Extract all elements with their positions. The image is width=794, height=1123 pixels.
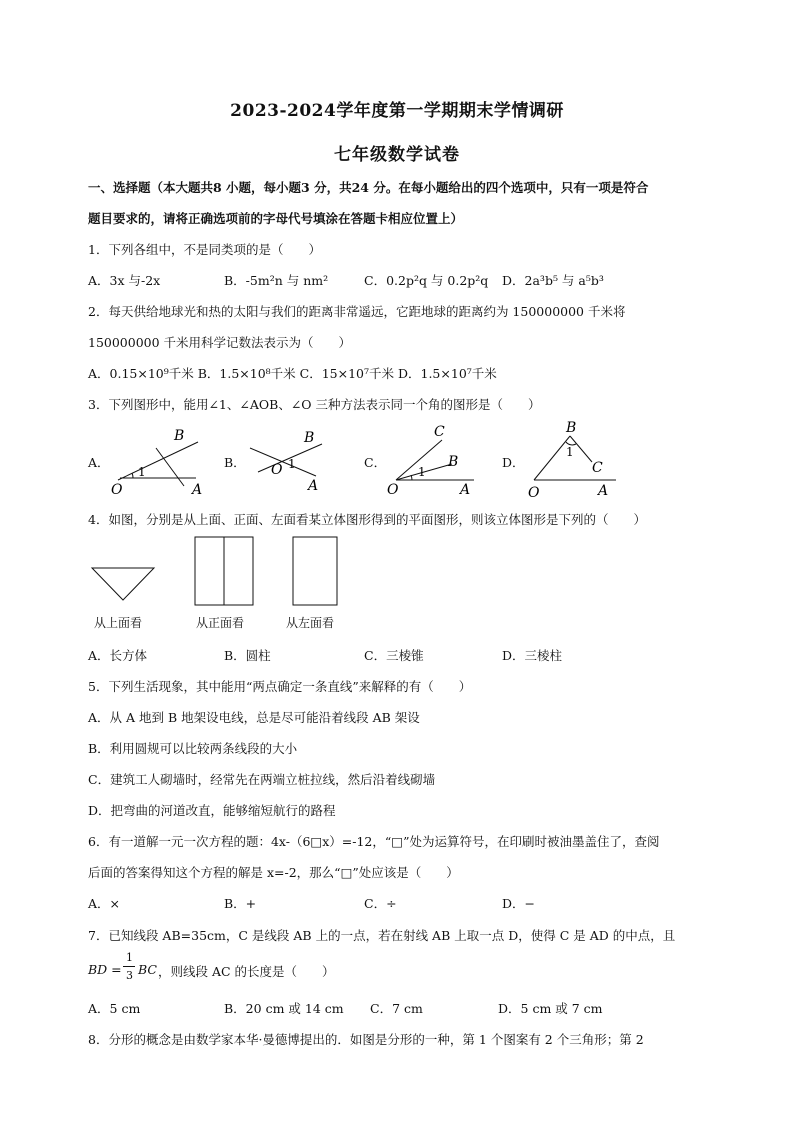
q8-stem: 8．分形的概念是由数学家本华·曼德博提出的．如图是分形的一种，第 1 个图案有 2 个三角形；第 2 — [88, 1032, 644, 1047]
q6-option-b: B．+ — [224, 896, 257, 911]
q3-option-a-label: A． — [88, 455, 110, 470]
q3-figure-d — [520, 418, 630, 502]
q7-bd-label: BD = — [88, 962, 122, 977]
q4-caption-top: 从上面看 — [94, 616, 143, 630]
q3d-label-o: O — [528, 485, 540, 501]
q5-option-c: C．建筑工人砌墙时，经常先在两端立桩拉线，然后沿着线砌墙 — [88, 772, 436, 787]
q2-stem-line1: 2．每天供给地球光和热的太阳与我们的距离非常遥远，它距地球的距离约为 150000000 千米将 — [88, 304, 626, 319]
q7-option-a: A．5 cm — [88, 1001, 141, 1016]
q4-left-view-rectangle — [292, 536, 340, 608]
section-heading-line2: 题目要求的，请将正确选项前的字母代号填涂在答题卡相应位置上） — [88, 211, 464, 226]
q1-option-b: B．-5m²n 与 nm² — [224, 273, 329, 288]
q3-figure-c — [384, 420, 489, 500]
q6-stem-line1: 6．有一道解一元一次方程的题：4x-（6□x）=-12，“□”处为运算符号，在印刷时被油墨盖住了，查阅 — [88, 834, 660, 849]
q3d-label-a: A — [598, 483, 609, 499]
q4-front-view-rectangles — [194, 536, 256, 608]
q3d-label-b: B — [566, 420, 577, 436]
q7-bc-label: BC — [138, 962, 157, 977]
q5-stem: 5．下列生活现象，其中能用“两点确定一条直线”来解释的有（ ） — [88, 679, 472, 694]
q7-option-d: D．5 cm 或 7 cm — [498, 1001, 603, 1016]
q6-stem-line2: 后面的答案得知这个方程的解是 x=-2，那么“□”处应该是（ ） — [88, 865, 459, 880]
q4-option-b: B．圆柱 — [224, 648, 271, 663]
q1-stem: 1．下列各组中，不是同类项的是（ ） — [88, 242, 321, 257]
q7-option-b: B．20 cm 或 14 cm — [224, 1001, 344, 1016]
q3-option-d-label: D． — [502, 455, 525, 470]
q3c-label-a: A — [460, 482, 471, 498]
q3c-label-c: C — [434, 424, 445, 440]
q3-option-b-label: B． — [224, 455, 246, 470]
q4-option-a: A．长方体 — [88, 648, 148, 663]
q2-stem-line2: 150000000 千米用科学记数法表示为（ ） — [88, 335, 352, 350]
q6-option-c: C．÷ — [364, 896, 397, 911]
q1-option-a: A．3x 与-2x — [88, 273, 161, 288]
q5-option-a: A．从 A 地到 B 地架设电线，总是尽可能沿着线段 AB 架设 — [88, 710, 420, 725]
q3a-label-1: 1 — [138, 465, 146, 479]
q3c-label-1: 1 — [418, 465, 426, 479]
q3-stem: 3．下列图形中，能用∠1、∠AOB、∠O 三种方法表示同一个角的图形是（ ） — [88, 397, 541, 412]
q3-figure-b — [244, 420, 349, 500]
q4-option-c: C．三棱锥 — [364, 648, 424, 663]
q3a-label-o: O — [111, 482, 123, 498]
q3-option-c-label: C． — [364, 455, 387, 470]
q1-option-c: C．0.2p²q 与 0.2p²q — [364, 273, 489, 288]
q3d-label-c: C — [592, 460, 603, 476]
q1-option-d: D．2a³b⁵ 与 a⁵b³ — [502, 273, 604, 288]
exam-subtitle: 七年级数学试卷 — [334, 145, 460, 165]
q5-option-b: B．利用圆规可以比较两条线段的大小 — [88, 741, 298, 756]
q3c-label-b: B — [448, 454, 459, 470]
q7-fraction-numerator: 1 — [126, 951, 133, 964]
q4-caption-left: 从左面看 — [286, 616, 335, 630]
q7-stem-line1: 7．已知线段 AB=35cm，C 是线段 AB 上的一点，若在射线 AB 上取一点 D，使得 C 是 AD 的中点，且 — [88, 928, 676, 943]
q5-option-d: D．把弯曲的河道改直，能够缩短航行的路程 — [88, 803, 336, 818]
section-heading-line1: 一、选择题（本大题共8 小题，每小题3 分，共24 分。在每小题给出的四个选项中，只有一项是符合 — [88, 180, 649, 195]
q3b-label-b: B — [304, 430, 315, 446]
q3b-label-o: O — [271, 462, 283, 478]
q7-fraction-bar — [123, 966, 135, 967]
q7-fraction-denominator: 3 — [126, 969, 133, 982]
q3a-label-b: B — [174, 428, 185, 444]
q4-option-d: D．三棱柱 — [502, 648, 563, 663]
q4-caption-front: 从正面看 — [196, 616, 245, 630]
q6-option-d: D．− — [502, 896, 535, 911]
q6-option-a: A．× — [88, 896, 121, 911]
q3a-label-a: A — [192, 482, 203, 498]
q2-options: A．0.15×10⁹千米 B．1.5×10⁸千米 C．15×10⁷千米 D．1.5×10⁷千米 — [88, 366, 497, 381]
q3c-label-o: O — [387, 482, 399, 498]
q7-option-c: C．7 cm — [370, 1001, 423, 1016]
q3b-label-a: A — [308, 478, 319, 494]
exam-title: 2023-2024学年度第一学期期末学情调研 — [230, 101, 564, 121]
q4-stem: 4．如图，分别是从上面、正面、左面看某立体图形得到的平面图形，则该立体图形是下列的（ ） — [88, 512, 646, 527]
q3-figure-a — [108, 420, 213, 500]
q7-stem-line2: ，则线段 AC 的长度是（ ） — [158, 964, 335, 979]
q3d-label-1: 1 — [566, 445, 574, 459]
q3b-label-1: 1 — [288, 457, 296, 471]
q4-top-view-triangle — [88, 562, 160, 608]
